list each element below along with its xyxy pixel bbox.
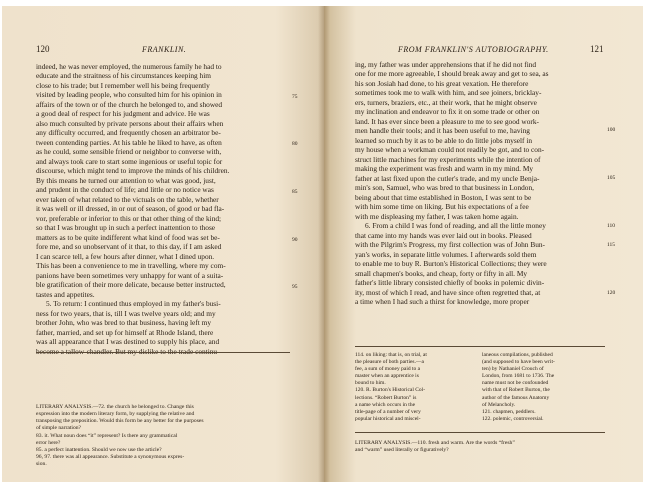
glossary-line: with that of Robert Burton, the [482, 387, 550, 394]
margin-line-number: 80 [292, 141, 298, 147]
text-line: tween contending parties. At his table he liked to have, as often [36, 137, 222, 147]
text-line: my inclination and endeavor to fix it on some trade or other on [355, 107, 540, 117]
note-line: sion. [36, 461, 47, 468]
glossary-line: a name which occurs in the [355, 401, 416, 408]
margin-line-number: 115 [607, 242, 616, 248]
text-line: and prudent in the conduct of life; and little or no notice was [36, 185, 214, 195]
text-line: ness for two years, that is, till I was twelve years old; and my [36, 308, 216, 318]
note-line: 85. a perfect inattention. Should we now use the article? [36, 446, 162, 453]
text-line: with him some time on liking. But his expectations of a fee [355, 202, 529, 212]
note-line: 96, 97. there was all appearance. Substitute a synonymous expres- [36, 454, 185, 461]
text-line: with the Pilgrim's Progress, my first collection was of John Bun- [355, 240, 546, 250]
text-line: visited by leading people, who consulted him for his opinion in [36, 90, 222, 100]
text-line: discourse, which might tend to improve the minds of his children. [36, 166, 230, 176]
glossary-line: 121. chapmen, peddlers. [482, 408, 536, 415]
text-line: ing, my father was under apprehensions that if he did not find [355, 60, 537, 69]
margin-line-number: 110 [607, 223, 616, 229]
text-line: it was well or ill dressed, in or out of season, of good or bad fla- [36, 204, 225, 214]
margin-line-number: 95 [292, 284, 298, 290]
text-line: a good deal of respect for his judgment and advice. He was [36, 109, 210, 119]
note-line: transposing the preposition. Would this form be any better for the purposes [36, 418, 204, 425]
text-line: small chapmen's books, and cheap, forty or fifty in all. My [355, 268, 528, 278]
footnote-rule [36, 352, 290, 353]
text-line: indeed, he was never employed, the numerous family he had to [36, 62, 222, 71]
glossary-line: master when an apprentice is [355, 373, 419, 380]
text-line: min's son, Samuel, who was bred to that business in London, [355, 183, 534, 193]
text-line: close to his trade; but I remember well his being frequently [36, 80, 210, 90]
glossary-line: popular historical and miscel- [355, 415, 421, 422]
text-line: matters as to be quite indifferent what kind of food was set be- [36, 232, 220, 242]
text-line: any difficulty occurred, and frequently chosen an arbitrator be- [36, 128, 221, 138]
footnote-rule [355, 432, 605, 433]
left-body-text [36, 62, 290, 356]
note-line: 83. it. What noun does “it” represent? Is there any grammatical [36, 432, 178, 439]
margin-line-number: 75 [292, 94, 298, 100]
text-line: ble gratification of their more delicate, because better instructed, [36, 280, 226, 290]
text-line: and always took care to start some ingenious or useful topic for [36, 156, 223, 166]
glossary-line: 114. on liking: that is, on trial, at [355, 352, 427, 358]
glossary-line: lections. “Robert Burton” is [355, 394, 417, 401]
glossary-line: (and supposed to have been writ- [482, 359, 555, 366]
glossary-line: name must not be confounded [482, 380, 549, 387]
text-line: tastes and appetites. [36, 289, 95, 299]
text-line: affairs of the town or of the church he belonged to, and showed [36, 99, 223, 109]
glossary-column-right [482, 352, 606, 423]
text-line: land. It has ever since been a pleasure to me to see good work- [355, 116, 539, 126]
glossary-line: bound to him. [355, 380, 386, 387]
note-line: of simple narration? [36, 425, 82, 432]
text-line: I can scarce tell, a few hours after dinner, what I dined upon. [36, 251, 215, 261]
text-line: 6. From a child I was fond of reading, and all the little money [365, 221, 546, 231]
text-line: that came into my hands was ever laid out in books. Pleased [355, 230, 532, 240]
text-line: father at last fixed upon the cutler's trade, and my uncle Benja- [355, 173, 540, 183]
margin-line-number: 90 [292, 237, 298, 243]
text-line: 5. To return: I continued thus employed in my father's busi- [46, 299, 221, 309]
text-line: father, married, and set up for himself at Rhode Island, there [36, 327, 214, 337]
right-body-text [355, 60, 605, 307]
note-line: LITERARY ANALYSIS.—110. fresh and warm. Are the words “fresh” [355, 440, 515, 446]
glossary-column-left [355, 352, 477, 423]
text-line: ity, most of which I read, and have since often regretted that, at [355, 287, 541, 297]
glossary-line: laneous compilations, published [482, 352, 553, 358]
text-line: so that I was brought up in such a perfect inattention to those [36, 223, 216, 233]
text-line: sometimes took me to walk with him, and see joiners, bricklay- [355, 88, 542, 98]
text-line: This has been a convenience to me in travelling, where my com- [36, 261, 226, 271]
text-line: one for me more agreeable, I should break away and get to sea, as [355, 69, 549, 79]
text-line: men handle their tools; and it has been useful to me, having [355, 126, 530, 136]
book-gutter [318, 6, 330, 482]
text-line: struct little machines for my experiments while the intention of [355, 154, 541, 164]
text-line: become a tallow-chandler. But my dislike to the trade continu- [36, 346, 220, 356]
text-line: vor, preferable or inferior to this or that other thing of the kind; [36, 213, 222, 223]
text-line: being about that time established in Boston, I was sent to be [355, 192, 532, 202]
note-line: LITERARY ANALYSIS.—72. the church he belonged to. Change this [36, 404, 194, 410]
text-line: also much consulted by private persons about their affairs when [36, 118, 224, 128]
note-line: and “warm” used literally or figuratively? [355, 447, 449, 454]
text-line: with me displeasing my father, I was taken home again. [355, 211, 519, 221]
note-line: error here? [36, 439, 61, 446]
glossary-line: title-page of a number of very [355, 408, 421, 415]
glossary-line: the pleasure of both parties.—a [355, 359, 424, 366]
glossary-line: 122. polemic, controversial. [482, 415, 544, 422]
text-line: By this means he turned our attention to what was good, just, [36, 175, 216, 185]
glossary-line: of Melancholy. [482, 401, 516, 408]
right-running-head: FROM FRANKLIN'S AUTOBIOGRAPHY. [398, 45, 549, 54]
left-page-number: 120 [36, 44, 50, 54]
text-line: brother John, who was bred to that business, having left my [36, 318, 211, 328]
glossary-line: 120. R. Burton's Historical Col- [355, 387, 426, 394]
glossary-line: author of the famous Anatomy [482, 394, 550, 401]
margin-line-number: 120 [607, 290, 616, 296]
glossary-line: London, from 1681 to 1736. The [482, 373, 555, 380]
text-line: as he could, some sensible friend or neighbor to converse with, [36, 147, 222, 157]
note-line: expression into the modern literary form, by supplying the relative and [36, 411, 195, 418]
text-line: fore me, and so unobservant of it that, to this day, if I am asked [36, 242, 222, 252]
margin-line-number: 105 [607, 175, 616, 181]
text-line: his son Josiah had done, to his great vexation. He therefore [355, 78, 529, 88]
glossary-line: fee, a sum of money paid to a [355, 366, 421, 373]
margin-line-number: 100 [607, 127, 616, 133]
footnote-rule [355, 346, 605, 347]
right-literary-analysis [355, 440, 605, 454]
glossary-line: ten) by Nathaniel Crouch of [482, 366, 544, 373]
text-line: a time when I had such a thirst for knowledge, more proper [355, 297, 530, 307]
text-line: yan's works, in separate little volumes. I afterwards sold them [355, 249, 537, 259]
text-line: was all appearance that I was destined to supply his place, and [36, 337, 220, 347]
left-running-head: FRANKLIN. [142, 45, 187, 54]
text-line: ever taken of what related to the victuals on the table, whether [36, 194, 219, 204]
text-line: to enable me to buy R. Burton's Historical Collections; they were [355, 259, 547, 269]
text-line: making the experiment was fresh and warm in my mind. My [355, 164, 534, 174]
text-line: my house when a workman could not readily be got, and to con- [355, 145, 545, 155]
right-page-number: 121 [590, 44, 604, 54]
text-line: educate and the straitness of his circumstances keeping him [36, 71, 211, 81]
left-literary-analysis [36, 404, 290, 468]
text-line: panions have been sometimes very unhappy for want of a suita- [36, 270, 224, 280]
margin-line-number: 85 [292, 189, 298, 195]
text-line: ers, turners, braziers, etc., at their work, that he might observe [355, 97, 537, 107]
text-line: father's little library consisted chiefly of books in polemic divin- [355, 278, 545, 288]
text-line: learned so much by it as to be able to do little jobs myself in [355, 135, 533, 145]
